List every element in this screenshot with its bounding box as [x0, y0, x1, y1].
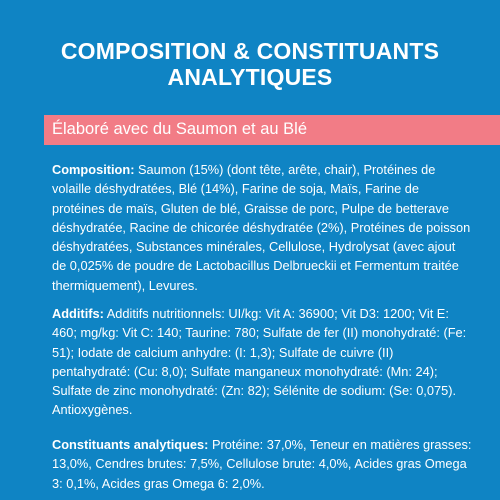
constituants-section	[52, 435, 472, 493]
constituants-text: Protéine: 37,0%, Teneur en matières grasses: 13,0%, Cendres brutes: 7,5%, Cellulose brute: 4,0%, Acides gras Omega 3: 0,1%, Acides gras Omega 6: 2,0%.	[52, 437, 472, 491]
product-banner	[44, 115, 500, 145]
additifs-section	[52, 304, 472, 420]
composition-text: Saumon (15%) (dont tête, arête, chair), Protéines de volaille déshydratées, Blé (14%), Farine de soja, Maïs, Farine de protéines de maïs, Gluten de blé, Graisse de porc, Pulpe de betterave déshydratée, Racine de chicorée déshydratée (2%), Protéines de poisson déshydratées, Substances minérales, Cellulose, Hydrolysat (avec ajout de 0,025% de poudre de Lactobacillus Delbrueckii et Fermentum traitée thermiquement), Levures.	[52, 162, 471, 293]
additifs-text: Additifs nutritionnels: UI/kg: Vit A: 36900; Vit D3: 1200; Vit E: 460; mg/kg: Vit C: 140; Taurine: 780; Sulfate de fer (II) monohydraté: (Fe: 51); Iodate de calcium anhydre: (I: 1,3); Sulfate de cuivre (II) pentahydraté: (Cu: 8,0); Sulfate manganeux monohydraté: (Mn: 24); Sulfate de zinc monohydraté: (Zn: 82); Sélénite de sodium: (Se: 0,075). Antioxygènes.	[52, 306, 467, 418]
product-banner-text: Élaboré avec du Saumon et au Blé	[52, 120, 308, 138]
composition-label: Composition:	[52, 162, 135, 177]
page-title-line-2: ANALYTIQUES	[167, 64, 333, 90]
constituants-label: Constituants analytiques:	[52, 437, 209, 452]
composition-section	[52, 160, 472, 295]
page-title-line-1: COMPOSITION & CONSTITUANTS	[60, 38, 440, 64]
page-title	[0, 38, 500, 90]
additifs-label: Additifs:	[52, 306, 104, 321]
